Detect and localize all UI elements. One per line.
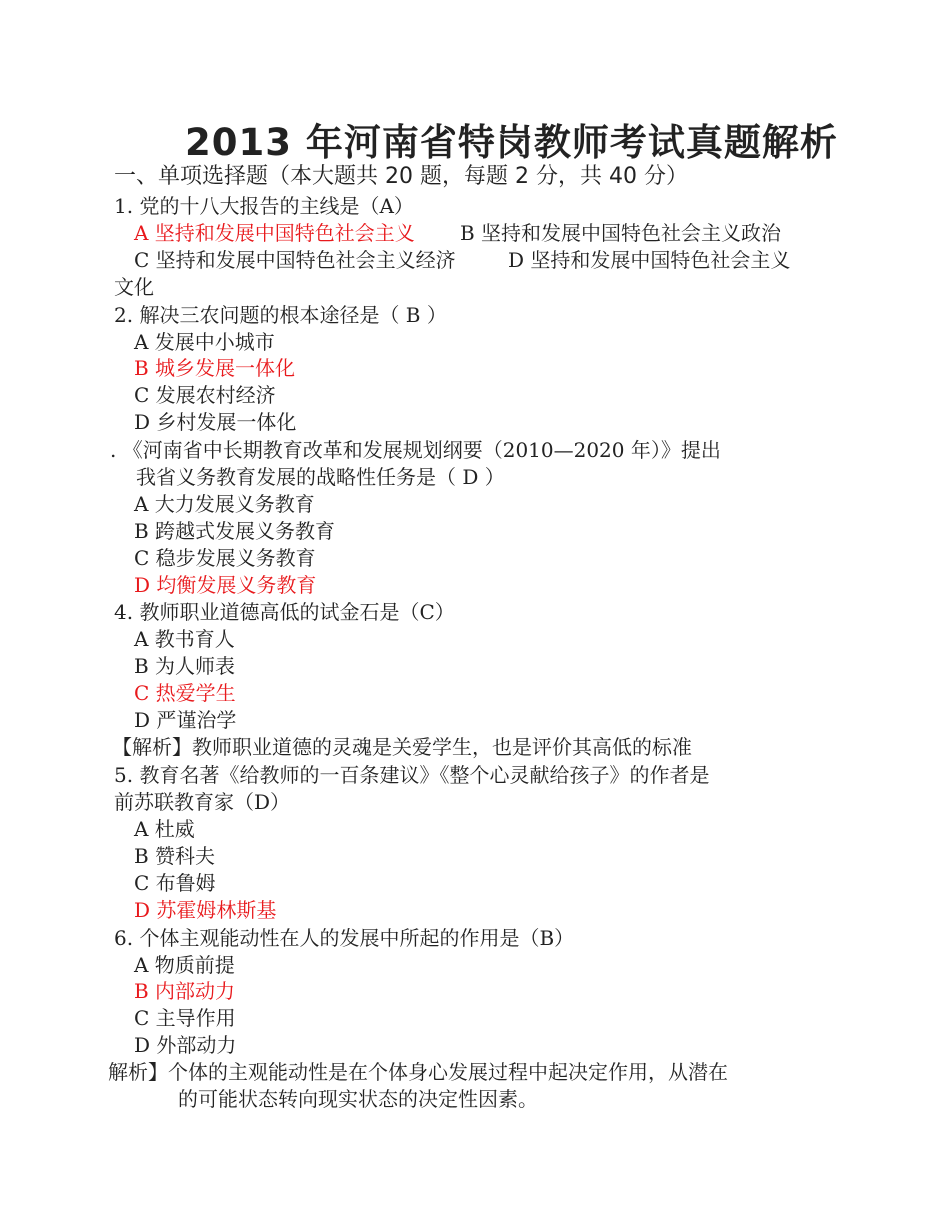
question-6-explanation-cont: 的可能状态转向现实状态的决定性因素。 <box>178 1087 538 1111</box>
question-4-explanation: 【解析】教师职业道德的灵魂是关爱学生，也是评价其高低的标准 <box>112 735 692 759</box>
question-5-stem: 5. 教育名著《给教师的一百条建议》《整个心灵献给孩子》的作者是 <box>114 763 710 787</box>
question-1-option-b: B 坚持和发展中国特色社会主义政治 <box>460 221 782 245</box>
question-5-option-c: C 布鲁姆 <box>134 871 216 895</box>
question-6-stem: 6. 个体主观能动性在人的发展中所起的作用是（B） <box>114 926 575 950</box>
question-5-option-d: D 苏霍姆林斯基 <box>134 898 277 922</box>
question-2-stem: 2. 解决三农问题的根本途径是（ B ） <box>114 303 447 327</box>
question-4-option-c: C 热爱学生 <box>134 681 236 705</box>
question-1-option-d: D 坚持和发展中国特色社会主义 <box>508 248 791 272</box>
question-6-option-c: C 主导作用 <box>134 1006 236 1030</box>
question-6-option-b: B 内部动力 <box>134 979 236 1003</box>
question-5-option-b: B 赞科夫 <box>134 844 216 868</box>
question-1-stem: 1. 党的十八大报告的主线是（A） <box>114 194 414 218</box>
question-5-option-a: A 杜威 <box>134 817 195 841</box>
question-5-stem-cont: 前苏联教育家（D） <box>114 790 291 814</box>
question-3-option-c: C 稳步发展义务教育 <box>134 546 316 570</box>
question-3-option-a: A 大力发展义务教育 <box>134 492 315 516</box>
section-heading: 一、单项选择题（本大题共 20 题，每题 2 分，共 40 分） <box>114 164 688 189</box>
question-4-option-a: A 教书育人 <box>134 627 235 651</box>
question-2-option-c: C 发展农村经济 <box>134 383 276 407</box>
question-4-option-d: D 严谨治学 <box>134 708 237 732</box>
question-2-option-a: A 发展中小城市 <box>134 330 275 354</box>
question-4-stem: 4. 教师职业道德高低的试金石是（C） <box>114 600 455 624</box>
question-1-option-d-wrap: 文化 <box>114 275 154 299</box>
question-2-option-d: D 乡村发展一体化 <box>134 410 297 434</box>
question-3-option-d: D 均衡发展义务教育 <box>134 573 317 597</box>
question-3-option-b: B 跨越式发展义务教育 <box>134 519 336 543</box>
question-1-option-c: C 坚持和发展中国特色社会主义经济 <box>134 248 456 272</box>
page-title: 2013 年河南省特岗教师考试真题解析 <box>185 121 838 164</box>
question-3-stem-cont: 我省义务教育发展的战略性任务是（ D ） <box>136 465 505 489</box>
question-6-option-a: A 物质前提 <box>134 953 235 977</box>
question-6-option-d: D 外部动力 <box>134 1033 237 1057</box>
question-1-option-a: A 坚持和发展中国特色社会主义 <box>134 221 415 245</box>
question-4-option-b: B 为人师表 <box>134 654 236 678</box>
question-6-explanation: 解析】个体的主观能动性是在个体身心发展过程中起决定作用，从潜在 <box>108 1060 728 1084</box>
question-3-stem: . 《河南省中长期教育改革和发展规划纲要（2010—2020 年）》提出 <box>110 438 721 462</box>
question-2-option-b: B 城乡发展一体化 <box>134 356 296 380</box>
